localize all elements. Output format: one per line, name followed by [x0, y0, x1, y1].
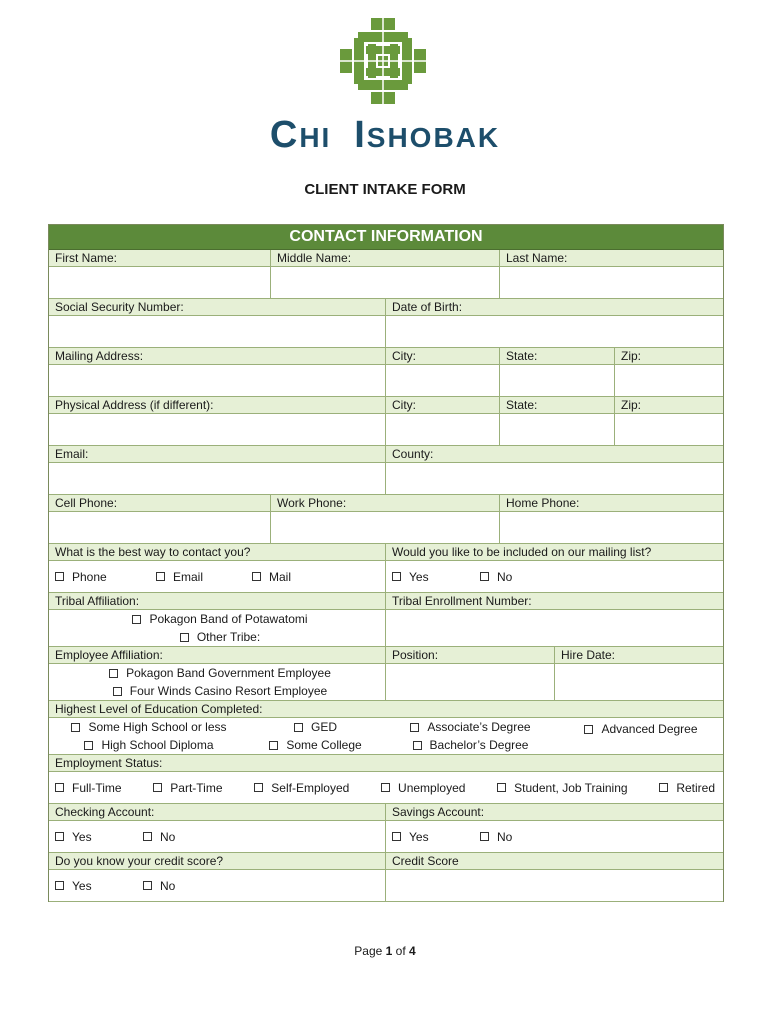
credit-labels: [49, 853, 723, 870]
tribal-affiliation-label: Tribal Affiliation:: [49, 593, 386, 609]
physical-address-labels: [49, 397, 723, 414]
last-name-label: Last Name:: [506, 251, 568, 265]
option-label: High School Diploma: [101, 738, 214, 752]
mailing-zip-label: Zip:: [621, 349, 642, 363]
option-label: Part-Time: [170, 780, 223, 795]
page-of: of: [392, 944, 410, 958]
credit-score-label: Credit Score: [392, 854, 459, 868]
dob-field[interactable]: [386, 316, 723, 347]
education-col-4: [553, 718, 723, 754]
credit-fields: [49, 870, 723, 902]
savings-no-checkbox[interactable]: [480, 830, 512, 844]
student-job-training-checkbox[interactable]: [497, 781, 627, 795]
physical-state-label: State:: [500, 397, 615, 413]
pokagon-band-checkbox[interactable]: [132, 612, 307, 626]
checkbox-icon: [252, 572, 261, 581]
page-prefix: Page: [354, 944, 386, 958]
part-time-checkbox[interactable]: [153, 781, 222, 795]
contact-email-checkbox[interactable]: [156, 570, 252, 584]
work-phone-label: Work Phone:: [271, 495, 500, 511]
dob-label: Date of Birth:: [392, 300, 463, 314]
tribal-fields: [49, 610, 723, 647]
mailing-state-label: State:: [500, 348, 615, 364]
ssn-label: Social Security Number:: [49, 299, 386, 315]
county-label: County:: [392, 447, 434, 461]
physical-zip-field[interactable]: [615, 414, 723, 445]
physical-address-field[interactable]: [49, 414, 386, 445]
savings-options: [386, 821, 723, 852]
home-phone-label: Home Phone:: [506, 496, 580, 510]
credit-know-no-checkbox[interactable]: [143, 879, 175, 893]
associates-degree-checkbox[interactable]: [410, 720, 530, 734]
checkbox-icon: [55, 832, 64, 841]
option-label: GED: [310, 720, 337, 734]
ged-checkbox[interactable]: [294, 720, 337, 734]
form-title: CLIENT INTAKE FORM: [304, 181, 466, 198]
mailing-zip-field[interactable]: [615, 365, 723, 396]
physical-state-field[interactable]: [500, 414, 615, 445]
middle-name-field[interactable]: [271, 267, 500, 298]
checking-label: Checking Account:: [49, 804, 386, 820]
contact-way-options: [49, 561, 386, 592]
self-employed-checkbox[interactable]: [254, 781, 349, 795]
checkbox-icon: [480, 832, 489, 841]
hire-date-field[interactable]: [555, 664, 723, 700]
checkbox-icon: [143, 832, 152, 841]
full-time-checkbox[interactable]: [55, 781, 122, 795]
mailing-address-fields: [49, 365, 723, 397]
home-phone-field[interactable]: [500, 512, 723, 543]
checkbox-icon: [84, 741, 93, 750]
checkbox-icon: [392, 832, 401, 841]
checkbox-icon: [480, 572, 489, 581]
education-options: [49, 718, 723, 755]
option-label: Yes: [409, 569, 429, 584]
mailing-list-options: [386, 561, 723, 592]
accounts-options: [49, 821, 723, 853]
chi-ishobak-logo: [338, 16, 428, 106]
employee-affiliation-options: [49, 664, 386, 700]
option-label: Student, Job Training: [514, 780, 628, 795]
option-label: Some High School or less: [88, 720, 227, 734]
page-current: 1: [385, 944, 393, 958]
checkbox-icon: [153, 783, 162, 792]
phone-fields: [49, 512, 723, 544]
option-label: Advanced Degree: [601, 722, 698, 736]
employee-fields: [49, 664, 723, 701]
contact-mail-checkbox[interactable]: [252, 570, 291, 584]
mailing-address-field[interactable]: [49, 365, 386, 396]
hire-date-label: Hire Date:: [561, 648, 616, 662]
employee-affiliation-label: Employee Affiliation:: [49, 647, 386, 663]
work-phone-field[interactable]: [271, 512, 500, 543]
cell-phone-field[interactable]: [49, 512, 271, 543]
mailing-list-label: Would you like to be included on our mailing list?: [392, 545, 652, 559]
ssn-field[interactable]: [49, 316, 386, 347]
checkbox-icon: [55, 572, 64, 581]
checkbox-icon: [132, 615, 141, 624]
checkbox-icon: [55, 881, 64, 890]
option-label: Pokagon Band Government Employee: [126, 666, 331, 680]
option-label: Associate’s Degree: [427, 720, 531, 734]
casino-employee-checkbox[interactable]: [113, 684, 327, 698]
middle-name-label: Middle Name:: [271, 250, 500, 266]
option-label: Some College: [286, 738, 362, 752]
tribal-affiliation-options: [49, 610, 386, 646]
mailing-city-label: City:: [386, 348, 500, 364]
email-label: Email:: [49, 446, 386, 462]
checking-options: [49, 821, 386, 852]
checkbox-icon: [143, 881, 152, 890]
employment-options-row: [49, 772, 723, 803]
checkbox-icon: [55, 783, 64, 792]
physical-city-label: City:: [386, 397, 500, 413]
employee-labels: [49, 647, 723, 664]
option-label: No: [497, 829, 513, 844]
option-label: No: [160, 829, 176, 844]
option-label: Yes: [72, 829, 92, 844]
credit-know-yes-checkbox[interactable]: [55, 879, 143, 893]
page-total: 4: [409, 944, 416, 958]
credit-score-field[interactable]: [386, 870, 723, 901]
other-tribe-checkbox[interactable]: [180, 630, 260, 644]
education-label-row: [49, 701, 723, 718]
education-col-2: [243, 718, 382, 754]
accounts-labels: [49, 804, 723, 821]
checkbox-icon: [497, 783, 506, 792]
brand-name: CHI ISHOBAK: [269, 114, 501, 156]
physical-city-field[interactable]: [386, 414, 500, 445]
email-field[interactable]: [49, 463, 386, 494]
checkbox-icon: [584, 725, 593, 734]
option-label: Yes: [72, 878, 92, 893]
checkbox-icon: [156, 572, 165, 581]
tribal-enrollment-field[interactable]: [386, 610, 723, 646]
checking-yes-checkbox[interactable]: [55, 830, 143, 844]
position-field[interactable]: [386, 664, 555, 700]
checkbox-icon: [180, 633, 189, 642]
physical-address-label: Physical Address (if different):: [49, 397, 386, 413]
checkbox-icon: [109, 669, 118, 678]
option-label: Unemployed: [398, 780, 466, 795]
employment-options: [49, 772, 723, 804]
option-label: No: [497, 569, 513, 584]
position-label: Position:: [386, 647, 555, 663]
ssn-dob-fields: [49, 316, 723, 348]
first-name-label: First Name:: [49, 250, 271, 266]
option-label: Yes: [409, 829, 429, 844]
page-number: [0, 944, 770, 958]
tribal-labels: [49, 593, 723, 610]
option-label: Phone: [72, 569, 107, 584]
checkbox-icon: [254, 783, 263, 792]
bachelors-degree-checkbox[interactable]: [413, 738, 529, 752]
unemployed-checkbox[interactable]: [381, 781, 465, 795]
checkbox-icon: [113, 687, 122, 696]
education-col-3: [382, 718, 553, 754]
contact-pref-labels: [49, 544, 723, 561]
option-label: Mail: [269, 569, 292, 584]
checkbox-icon: [269, 741, 278, 750]
option-label: Full-Time: [72, 780, 122, 795]
mailing-address-label: Mailing Address:: [49, 348, 386, 364]
education-col-1: [49, 718, 243, 754]
mailing-list-no-checkbox[interactable]: [480, 570, 512, 584]
employment-label-row: [49, 755, 723, 772]
retired-checkbox[interactable]: [659, 781, 715, 795]
some-high-school-checkbox[interactable]: [71, 720, 226, 734]
credit-know-options: [49, 870, 386, 901]
option-label: Self-Employed: [271, 780, 350, 795]
savings-yes-checkbox[interactable]: [392, 830, 480, 844]
last-name-field[interactable]: [500, 267, 723, 298]
checkbox-icon: [410, 723, 419, 732]
mailing-address-labels: [49, 348, 723, 365]
contact-pref-options: [49, 561, 723, 593]
option-label: Four Winds Casino Resort Employee: [129, 684, 328, 698]
option-label: Retired: [676, 780, 715, 795]
advanced-degree-checkbox[interactable]: [584, 722, 697, 736]
name-fields: [49, 267, 723, 299]
savings-label: Savings Account:: [392, 805, 485, 819]
education-label: Highest Level of Education Completed:: [55, 702, 263, 716]
name-labels: [49, 250, 723, 267]
checkbox-icon: [71, 723, 80, 732]
email-county-fields: [49, 463, 723, 495]
checkbox-icon: [381, 783, 390, 792]
checking-no-checkbox[interactable]: [143, 830, 175, 844]
first-name-field[interactable]: [49, 267, 271, 298]
cell-phone-label: Cell Phone:: [49, 495, 271, 511]
checkbox-icon: [659, 783, 668, 792]
employment-label: Employment Status:: [55, 756, 163, 770]
credit-know-label: Do you know your credit score?: [49, 853, 386, 869]
checkbox-icon: [392, 572, 401, 581]
county-field[interactable]: [386, 463, 723, 494]
ssn-dob-labels: [49, 299, 723, 316]
mailing-state-field[interactable]: [500, 365, 615, 396]
option-label: No: [160, 878, 176, 893]
high-school-diploma-checkbox[interactable]: [84, 738, 213, 752]
option-label: Pokagon Band of Potawatomi: [149, 612, 308, 626]
option-label: Email: [173, 569, 204, 584]
phone-labels: [49, 495, 723, 512]
email-county-labels: [49, 446, 723, 463]
mailing-list-yes-checkbox[interactable]: [392, 570, 480, 584]
option-label: Bachelor’s Degree: [429, 738, 529, 752]
option-label: Other Tribe:: [196, 630, 261, 644]
some-college-checkbox[interactable]: [269, 738, 361, 752]
tribal-enrollment-label: Tribal Enrollment Number:: [392, 594, 532, 608]
checkbox-icon: [413, 741, 422, 750]
physical-address-fields: [49, 414, 723, 446]
checkbox-icon: [294, 723, 303, 732]
mailing-city-field[interactable]: [386, 365, 500, 396]
government-employee-checkbox[interactable]: [109, 666, 331, 680]
contact-way-label: What is the best way to contact you?: [49, 544, 386, 560]
contact-phone-checkbox[interactable]: [55, 570, 156, 584]
contact-information-form: [48, 224, 724, 902]
physical-zip-label: Zip:: [621, 398, 642, 412]
section-title: CONTACT INFORMATION: [49, 225, 723, 250]
